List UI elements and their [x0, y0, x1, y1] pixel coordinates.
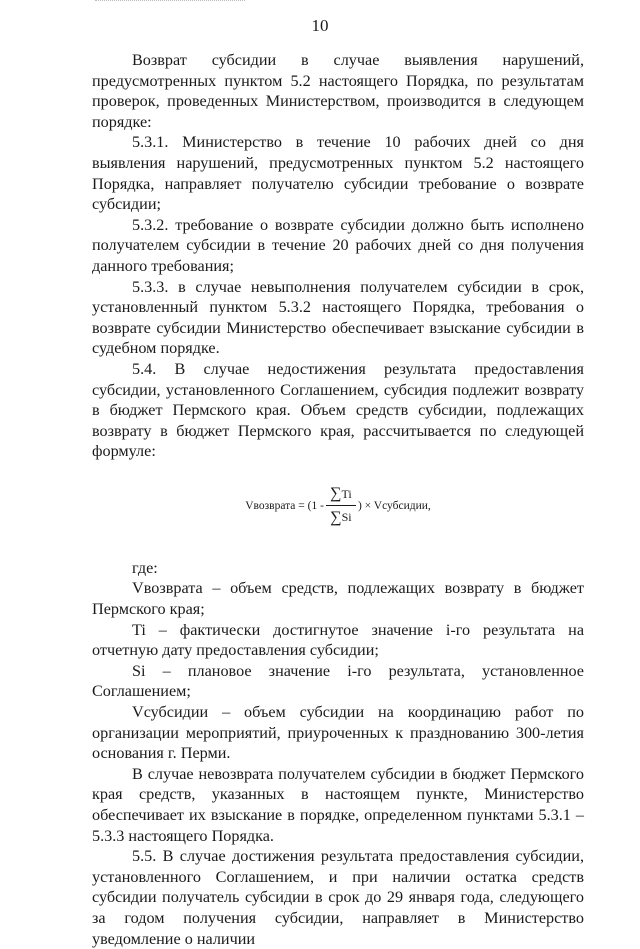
paragraph-5-3-3: 5.3.3. в случае невыполнения получателем субсидии в срок, установленный пунктом 5.3.2 настоящего Порядка, требования о возврате субсидии Министерство обеспечивает взыскание субсидии в судебном порядке.	[92, 277, 584, 358]
sum-symbol-denominator: ∑	[330, 508, 342, 526]
sum-symbol-numerator: ∑	[330, 485, 342, 503]
formula-denominator	[330, 507, 351, 528]
fraction-bar	[326, 505, 356, 506]
definition-si: Si – плановое значение i-го результата, установленное Соглашением;	[92, 661, 584, 701]
scan-edge-line	[95, 0, 245, 2]
formula-numerator-term: Ti	[341, 486, 352, 501]
formula-rhs: ) × Vсубсидии,	[357, 499, 431, 512]
definition-v-return: Vвозврата – объем средств, подлежащих возврату в бюджет Пермского края;	[92, 579, 584, 619]
return-formula	[92, 472, 584, 540]
definition-v-subsidy: Vсубсидии – объем субсидии на координацию работ по организации мероприятий, приуроченных к празднованию 300-летия основания г. Перми.	[92, 703, 584, 763]
paragraph-5-5: 5.5. В случае достижения результата предоставления субсидии, установленного Соглашением, и при наличии остатка средств субсидии получатель субсидии в срок до 29 января года, следующего за годом получения субсидии, направляет в Министерство уведомление о наличии	[92, 847, 584, 948]
document-body	[92, 50, 584, 949]
page-number: 10	[311, 16, 329, 35]
definition-ti: Ti – фактически достигнутое значение i-го результата на отчетную дату предоставления субсидии;	[92, 620, 584, 660]
paragraph-5-3-2: 5.3.2. требование о возврате субсидии должно быть исполнено получателем субсидии в течение 20 рабочих дней со дня получения данного требования;	[92, 215, 584, 275]
paragraph-5-3-1: 5.3.1. Министерство в течение 10 рабочих дней со дня выявления нарушений, предусмотренных пунктом 5.2 настоящего Порядка, направляет получателю субсидии требование о возврате субсидии;	[92, 133, 584, 214]
paragraph-where: где:	[132, 558, 158, 577]
paragraph-return-intro: Возврат субсидии в случае выявления нарушений, предусмотренных пунктом 5.2 настоящего Порядка, по результатам проверок, проведенных Министерством, производится в следующем порядке:	[92, 51, 584, 131]
paragraph-5-4: 5.4. В случае недостижения результата предоставления субсидии, установленного Соглашением, субсидия подлежит возврату в бюджет Пермского края. Объем средств субсидии, подлежащих возврату в бюджет Пермского края, рассчитывается по следующей формуле:	[92, 359, 584, 461]
formula-fraction	[326, 484, 356, 528]
paragraph-non-return: В случае невозврата получателем субсидии в бюджет Пермского края средств, указанных в настоящем пункте, Министерство обеспечивает их взыскание в порядке, определенном пунктами 5.3.1 – 5.3.3 настоящего Порядка.	[92, 764, 584, 845]
formula-lhs: Vвозврата = (1 -	[245, 499, 324, 512]
formula-numerator	[330, 484, 352, 505]
formula-denominator-term: Si	[341, 510, 352, 525]
